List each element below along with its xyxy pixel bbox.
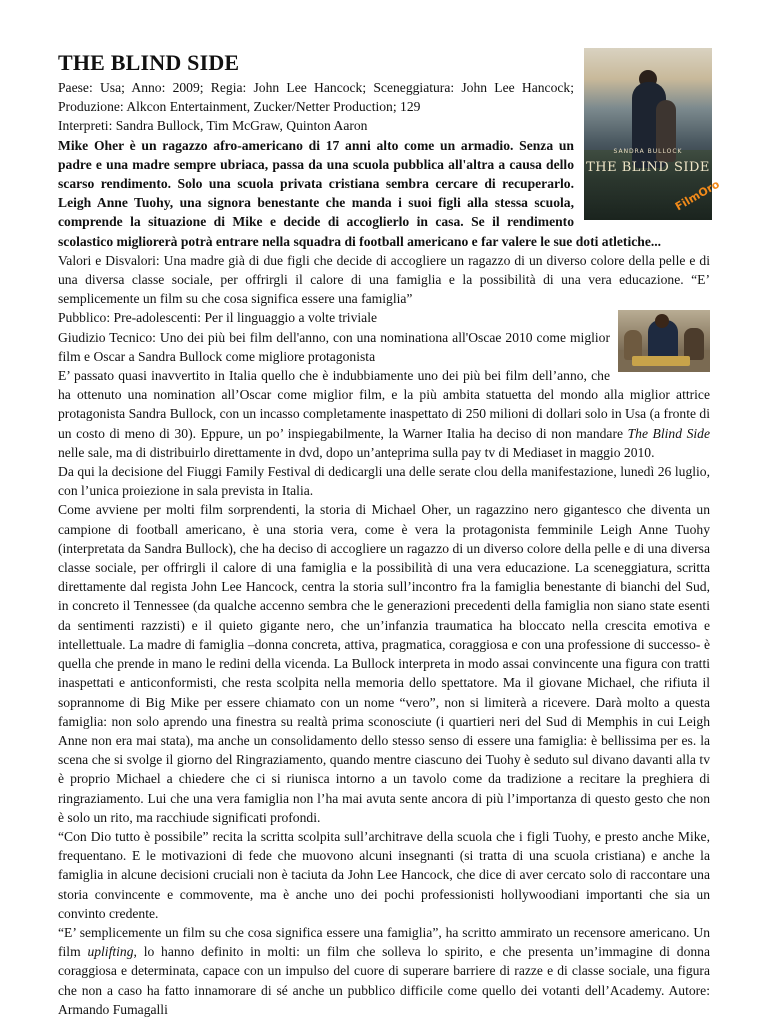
still-food-tray — [632, 356, 690, 366]
poster-actor-name: SANDRA BULLOCK — [613, 148, 683, 155]
review-paragraph-3: Come avviene per molti film sorprendenti, la storia di Michael Oher, un ragazzino nero gigantesco che diventa un campione di football americano, è una storia vera, come è vera la protagonista femminile Leigh Anne Tuohy (interpretata da Sandra Bullock), che ha deciso di accogliere un ragazzo di un diverso colore della pelle e di una diversa classe sociale, per offrirgli il calore di una famiglia e la possibilità di una vera educazione. La sceneggiatura, scritta direttamente dal regista John Lee Hancock, centra la storia sull’incontro fra la famiglia benestante di bianchi del Sud, in concreto il Tennessee (da qualche accenno sembra che le generazioni precedenti della famiglia non siano state esenti da sentimenti razzisti) e il quieto gigante nero, che un’infanzia traumatica ha bloccato nella crescita emotiva e intellettuale. La madre di famiglia –donna concreta, attiva, pragmatica, coraggiosa e con una professione di successo- è quella che prende in mano le redini della vicenda. La Bullock interpreta in modo assai convincente una figura con tratti inaspettati e anticonformisti, che resta scolpita nella memoria dello spettatore. Ma il giovane Michael, che rifiuta il soprannome di Big Mike per essere chiamato con un nome “vero”, non si limiterà a ricevere. Darà molto a questa famiglia: non solo aprendo una finestra su realtà prima sconosciute (i quartieri neri del Sud di Memphis in cui Leigh Anne non era mai stata), ma anche un consolidamento dello stesso senso di essere una famiglia: è bellissima per es. la scena che si svolge il giorno del Ringraziamento, quando mentre ciascuno dei Tuohy è seduto sul divano davanti alla tv è proprio Michael a chiedere che ci si riunisca intorno a un tavolo come da tradizione a recitare la preghiera di ringraziamento. Lui che una vera famiglia non l’ha mai avuta sente ancora di più l’importanza di questo gesto che non è solo un rito, ma racchiude significati profondi. — [58, 502, 710, 825]
uplifting-italic: uplifting — [87, 944, 134, 960]
values-paragraph: Valori e Disvalori: Una madre già di due figli che decide di accogliere un ragazzo di un diverso colore della pelle e di una diversa classe sociale, per offrirgli il calore di una famiglia e la possibilità di una vera educazione. “E’ semplicemente un film su che cosa significa essere una famiglia” — [58, 252, 710, 307]
document-title: THE BLIND SIDE — [58, 50, 240, 75]
poster-title: THE BLIND SIDE — [586, 160, 710, 175]
audience-paragraph: Pubblico: Pre-adolescenti: Per il linguaggio a volte triviale — [58, 310, 378, 326]
review-paragraph-4: “Con Dio tutto è possibile” recita la scritta scolpita sull’architrave della scuola che i figli Tuohy, e presto anche Mike, frequentano. E le motivazioni di fede che muovono alcuni insegnanti (si tratta di una scuola cristiana) e anche la famiglia in alcune decisioni cruciali non è taciuta da John Lee Hancock, che dice di aver cercato solo di raccontare una storia convincente e commovente, ma è anche uno dei pochi professionisti hollywoodiani importanti che sia un convinto credente. — [58, 828, 710, 921]
movie-poster-image — [584, 48, 722, 220]
review-paragraph-1 — [58, 366, 710, 462]
film-title-italic: The Blind Side — [627, 425, 710, 441]
synopsis: Mike Oher è un ragazzo afro-americano di 17 anni alto come un armadio. Senza un padre e una madre sempre ubriaca, passa da una scuola pubblica all'altra a causa dello scarso rendimento. Solo una scuola privata cristiana sembra cercare di recuperarlo. Leigh Anne Tuohy, una signora benestante che manda i suoi figli alla stessa scuola, comprende la situazione di Mike e decide di accoglierlo in casa. Se il rendimento scolastico migliorerà potrà entrare nella squadra di football americano e far valere le sue doti atletiche... — [58, 137, 662, 249]
review-paragraph-5 — [58, 923, 710, 1019]
review-p1-text-a: E’ passato quasi inavvertito in Italia quello che è indubbiamente uno dei più bei film dell’anno, che ha ottenuto una nomination all’Oscar come miglior film, e la più ambita statuetta del mondo alla miglior attrice protagonista Sandra Bullock, con un incasso completamente inaspettato di 250 milioni di dollari solo in Usa (a fronte di un costo di meno di 30). Eppure, un po’ inspiegabilmente, la Warner Italia ha deciso di non mandare — [58, 368, 710, 441]
review-p1-text-b: nelle sale, ma di distribuirlo direttamente in dvd, dopo un’anteprima sulla pay tv di Mediaset in maggio 2010. — [58, 444, 655, 460]
movie-still-image — [618, 310, 710, 372]
filmoro-badge: FilmOro — [673, 177, 722, 214]
review-p5-text-a: “E’ semplicemente un film su che cosa significa essere una famiglia”, ha scritto ammirato un recensore americano. Un film — [58, 924, 710, 960]
meta-cast: Interpreti: Sandra Bullock, Tim McGraw, Quinton Aaron — [58, 118, 368, 134]
judgement-paragraph: Giudizio Tecnico: Uno dei più bei film dell'anno, con una nominationa all'Oscae 2010 come miglior film e Oscar a Sandra Bullock come migliore protagonista — [58, 329, 610, 364]
meta-production: Paese: Usa; Anno: 2009; Regia: John Lee Hancock; Sceneggiatura: John Lee Hancock; Produzione: Alkcon Entertainment, Zucker/Netter Production; 129 — [58, 80, 574, 115]
review-p5-text-b: , lo hanno definito in molti: un film che solleva lo spirito, e che presenta un’immagine di donna coraggiosa e determinata, capace con un impulso del cuore di superare barriere di razze e di classe sociale, una figura che non a caso ha fatto innamorare di sé anche un pubblico difficile come quello dei votanti dell’Academy. Autore: Armando Fumagalli — [58, 944, 710, 1017]
review-paragraph-2: Da qui la decisione del Fiuggi Family Festival di dedicargli una delle serate clou della manifestazione, lunedì 26 luglio, con l’unica proiezione in sala prevista in Italia. — [58, 464, 710, 499]
